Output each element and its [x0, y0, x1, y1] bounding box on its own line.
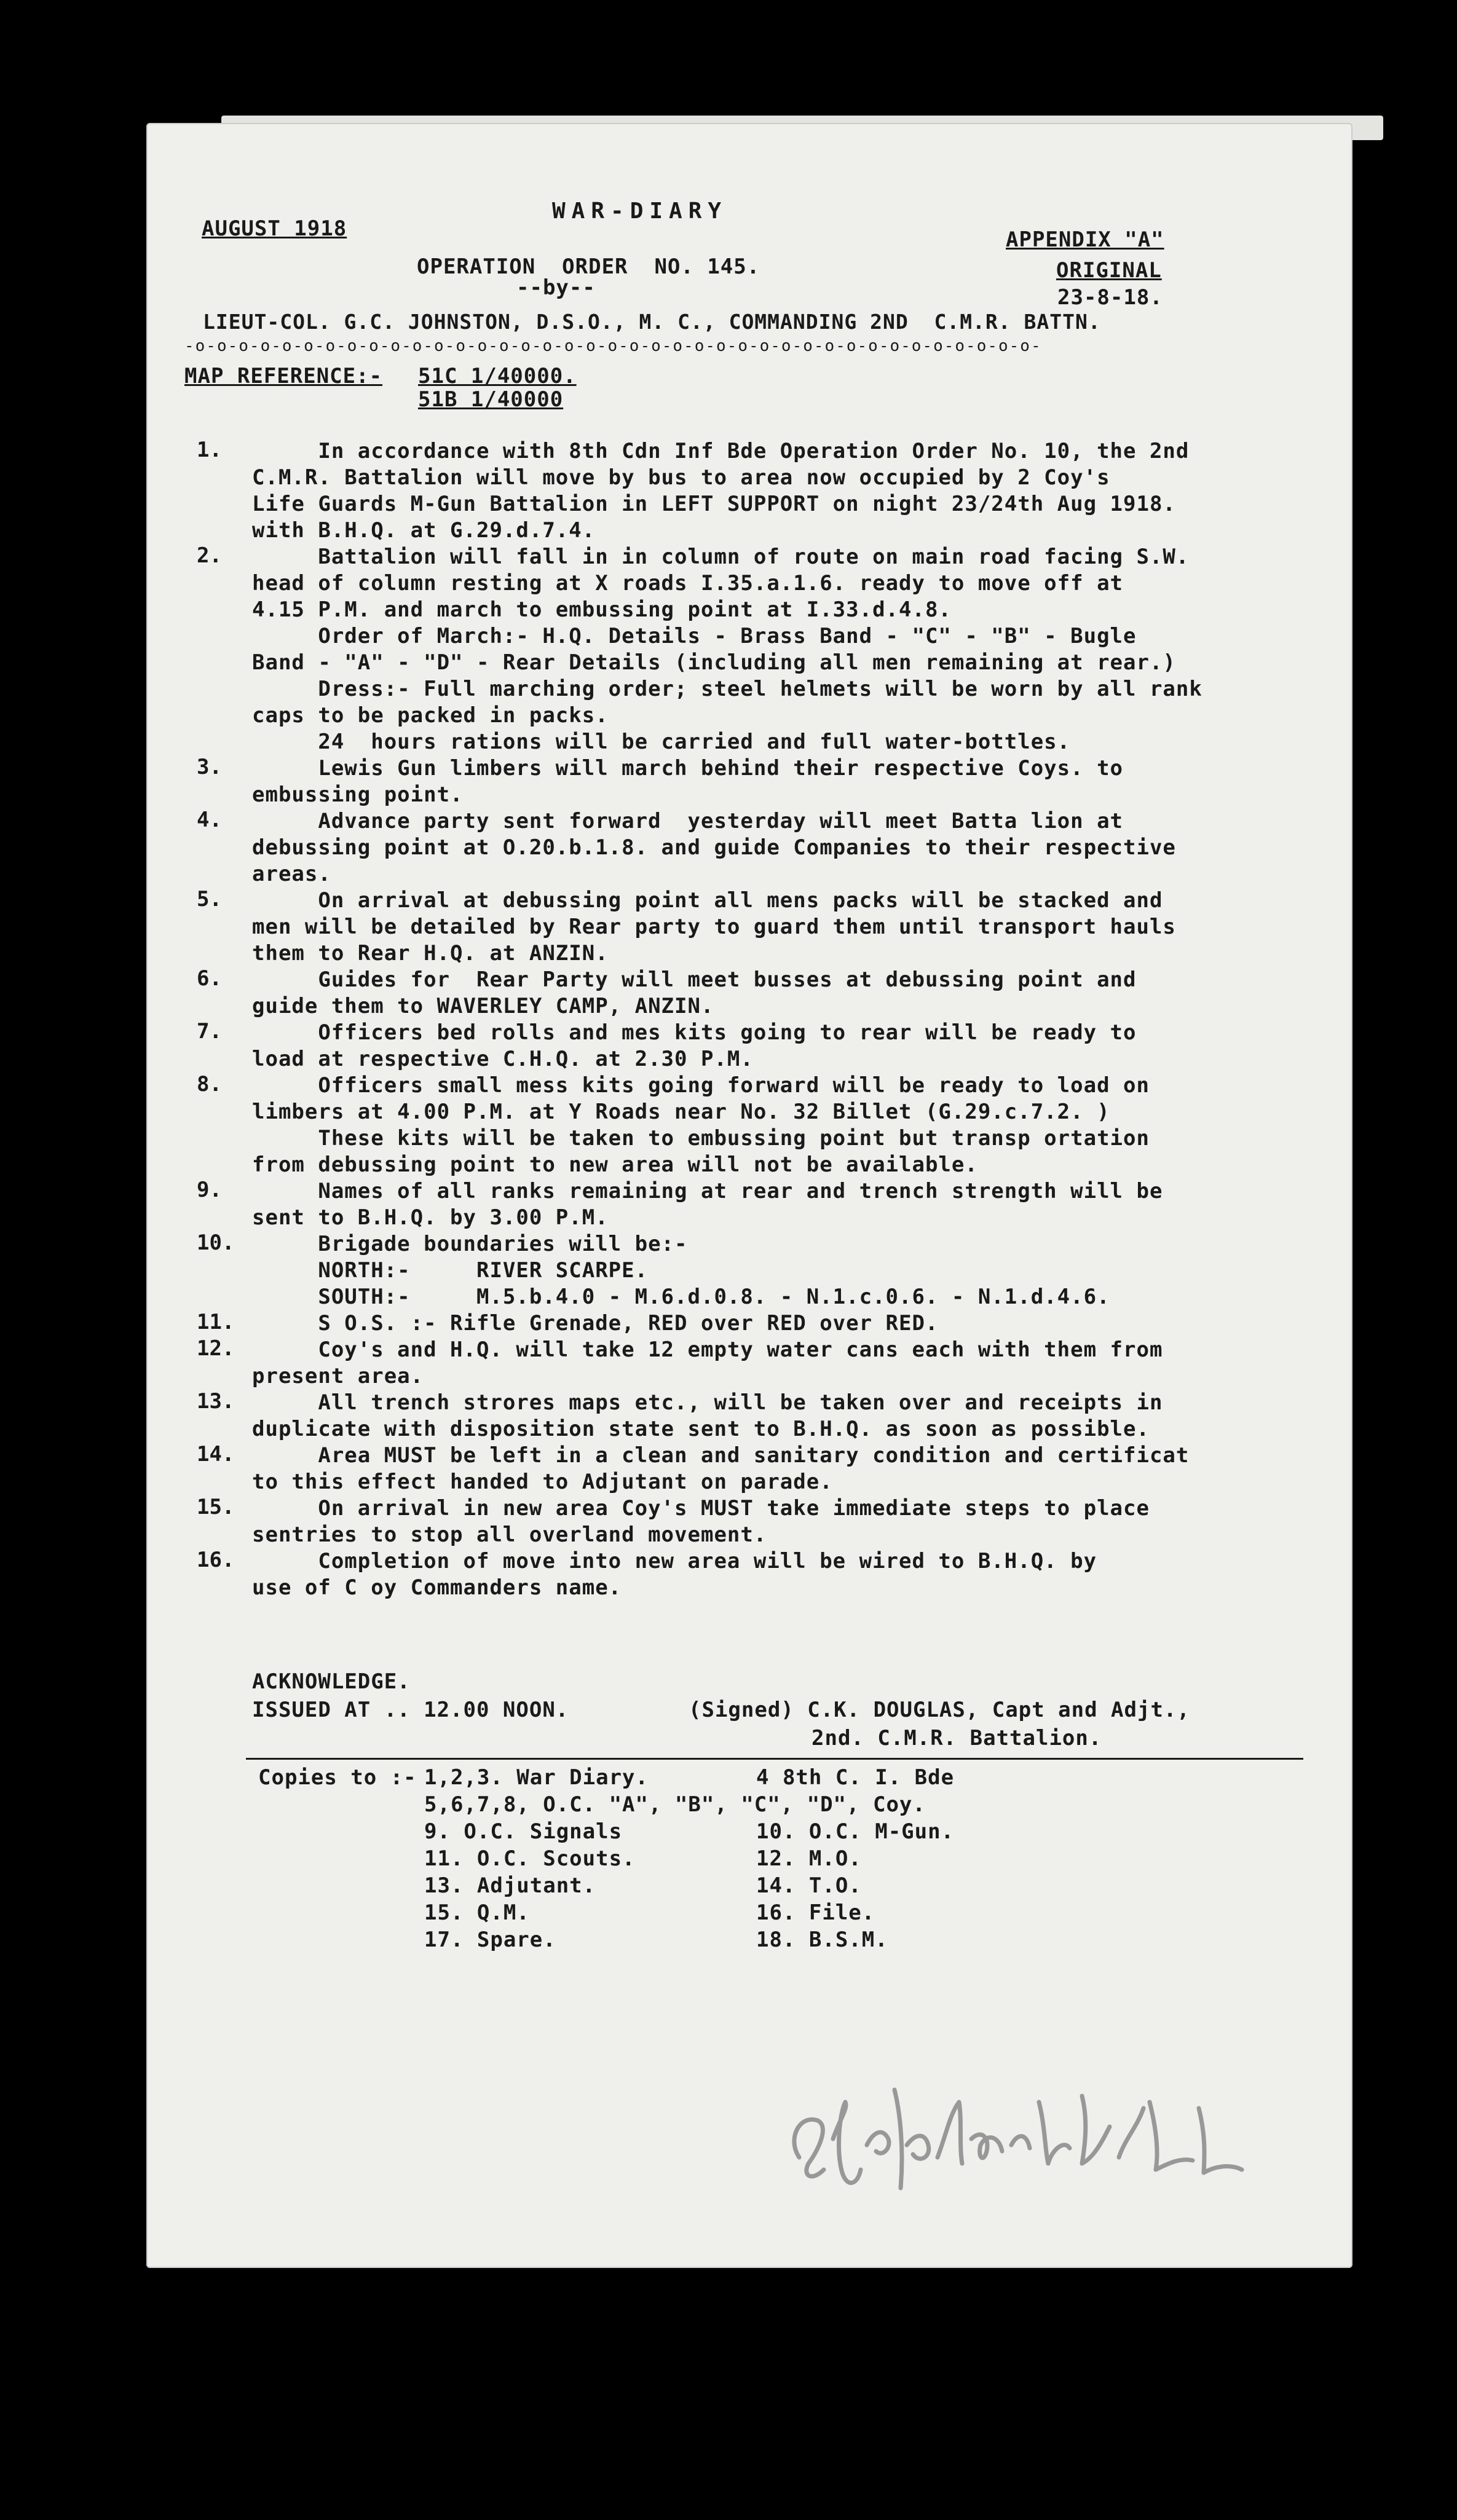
- paragraph-line: Officers small mess kits going forward will be ready to load on: [252, 1073, 1150, 1098]
- paragraph-line: Battalion will fall in in column of route on main road facing S.W.: [252, 545, 1190, 569]
- paragraph-line: Guides for Rear Party will meet busses at debussing point and: [252, 967, 1137, 992]
- paragraph-number: 7.: [197, 1019, 222, 1044]
- appendix-label: APPENDIX "A": [1006, 227, 1164, 252]
- paragraph-line: Names of all ranks remaining at rear and trench strength will be: [252, 1179, 1163, 1203]
- copy-recipient: 4 8th C. I. Bde: [756, 1765, 955, 1790]
- paragraph-line: In accordance with 8th Cdn Inf Bde Operation Order No. 10, the 2nd: [252, 439, 1190, 463]
- paragraph-line: Band - "A" - "D" - Rear Details (including all men remaining at rear.): [252, 650, 1176, 675]
- copy-recipient: 13. Adjutant.: [424, 1873, 596, 1898]
- paragraph-line: All trench strores maps etc., will be taken over and receipts in: [252, 1390, 1163, 1415]
- map-reference-label: MAP REFERENCE:-: [184, 364, 383, 388]
- paragraph-number: 3.: [197, 755, 222, 779]
- paragraph-line: S O.S. :- Rifle Grenade, RED over RED over RED.: [252, 1311, 939, 1336]
- diary-date: AUGUST 1918: [202, 216, 347, 241]
- signed-line: (Signed) C.K. DOUGLAS, Capt and Adjt.,: [689, 1698, 1190, 1722]
- paragraph-line: duplicate with disposition state sent to B.H.Q. as soon as possible.: [252, 1417, 1150, 1441]
- paragraph-line: areas.: [252, 862, 331, 886]
- dash-separator: -o-o-o-o-o-o-o-o-o-o-o-o-o-o-o-o-o-o-o-o-o-o-o-o-o-o-o-o-o-o-o-o-o-o-o-o-o-o-o-: [184, 337, 1042, 355]
- page-title: WAR-DIARY: [552, 199, 728, 224]
- paragraph-line: with B.H.Q. at G.29.d.7.4.: [252, 518, 596, 543]
- copy-recipient: 18. B.S.M.: [756, 1927, 888, 1952]
- document-date: 23-8-18.: [1057, 285, 1163, 310]
- paragraph-line: sent to B.H.Q. by 3.00 P.M.: [252, 1205, 609, 1230]
- copy-recipient: 12. M.O.: [756, 1846, 862, 1871]
- paragraph-line: Advance party sent forward yesterday will meet Batta lion at: [252, 809, 1124, 833]
- paragraph-line: from debussing point to new area will not be available.: [252, 1152, 978, 1177]
- paragraph-number: 9.: [197, 1178, 222, 1202]
- paragraph-number: 13.: [197, 1389, 235, 1414]
- copy-recipient: 9. O.C. Signals: [424, 1819, 623, 1844]
- copy-recipient: 1,2,3. War Diary.: [424, 1765, 649, 1790]
- copy-recipient: 11. O.C. Scouts.: [424, 1846, 636, 1871]
- paragraph-line: sentries to stop all overland movement.: [252, 1522, 767, 1547]
- paragraph-line: Completion of move into new area will be wired to B.H.Q. by: [252, 1549, 1097, 1573]
- paragraph-number: 6.: [197, 966, 222, 991]
- paragraph-line: load at respective C.H.Q. at 2.30 P.M.: [252, 1047, 754, 1071]
- map-reference-2: 51B 1/40000: [418, 387, 564, 412]
- paragraph-line: Area MUST be left in a clean and sanitary condition and certificat: [252, 1443, 1190, 1468]
- acknowledge-line: ACKNOWLEDGE.: [252, 1669, 411, 1694]
- paragraph-number: 1.: [197, 438, 222, 462]
- paragraph-line: Lewis Gun limbers will march behind their respective Coys. to: [252, 756, 1124, 781]
- paragraph-number: 8.: [197, 1072, 222, 1097]
- copy-recipient: 16. File.: [756, 1900, 875, 1925]
- paragraph-line: NORTH:- RIVER SCARPE.: [252, 1258, 649, 1283]
- paragraph-line: present area.: [252, 1364, 424, 1388]
- issued-line: ISSUED AT .. 12.00 NOON.: [252, 1698, 569, 1722]
- paragraph-number: 12.: [197, 1336, 235, 1361]
- paragraph-line: Order of March:- H.Q. Details - Brass Band - "C" - "B" - Bugle: [252, 624, 1137, 648]
- paragraph-number: 15.: [197, 1495, 235, 1519]
- commander-line: LIEUT-COL. G.C. JOHNSTON, D.S.O., M. C., COMMANDING 2ND C.M.R. BATTN.: [203, 310, 1101, 334]
- copy-recipient: 14. T.O.: [756, 1873, 862, 1898]
- paragraph-line: use of C oy Commanders name.: [252, 1575, 622, 1600]
- copies-label: Copies to :-: [258, 1765, 417, 1790]
- paragraph-number: 14.: [197, 1442, 235, 1467]
- copy-recipient: 10. O.C. M-Gun.: [756, 1819, 955, 1844]
- paragraph-line: Life Guards M-Gun Battalion in LEFT SUPPORT on night 23/24th Aug 1918.: [252, 492, 1176, 516]
- copy-recipient: 15. Q.M.: [424, 1900, 530, 1925]
- paragraph-line: them to Rear H.Q. at ANZIN.: [252, 941, 609, 966]
- paragraph-line: debussing point at O.20.b.1.8. and guide Companies to their respective: [252, 835, 1176, 860]
- paragraph-line: 4.15 P.M. and march to embussing point at I.33.d.4.8.: [252, 597, 952, 622]
- paragraph-number: 2.: [197, 543, 222, 568]
- paragraph-line: to this effect handed to Adjutant on parade.: [252, 1470, 833, 1494]
- paragraph-line: These kits will be taken to embussing point but transp ortation: [252, 1126, 1150, 1151]
- paragraph-number: 5.: [197, 887, 222, 912]
- paragraph-number: 10.: [197, 1230, 235, 1255]
- paragraph-line: Officers bed rolls and mes kits going to rear will be ready to: [252, 1020, 1137, 1045]
- order-title: OPERATION ORDER NO. 145.: [417, 254, 760, 279]
- map-reference-1: 51C 1/40000.: [418, 364, 577, 388]
- paragraph-line: Dress:- Full marching order; steel helmets will be worn by all rank: [252, 677, 1202, 701]
- copy-recipient: 5,6,7,8, O.C. "A", "B", "C", "D", Coy.: [424, 1792, 926, 1817]
- paragraph-line: embussing point.: [252, 782, 464, 807]
- paragraph-line: limbers at 4.00 P.M. at Y Roads near No. 32 Billet (G.29.c.7.2. ): [252, 1100, 1110, 1124]
- handwritten-signature: [775, 2065, 1266, 2200]
- paragraph-line: SOUTH:- M.5.b.4.0 - M.6.d.0.8. - N.1.c.0.6. - N.1.d.4.6.: [252, 1285, 1110, 1309]
- paragraph-line: caps to be packed in packs.: [252, 703, 609, 728]
- paragraph-line: 24 hours rations will be carried and full water-bottles.: [252, 730, 1071, 754]
- divider-rule: [246, 1758, 1303, 1760]
- paragraph-line: Brigade boundaries will be:-: [252, 1232, 688, 1256]
- paragraph-number: 4.: [197, 808, 222, 832]
- paragraph-line: On arrival at debussing point all mens packs will be stacked and: [252, 888, 1163, 913]
- paragraph-line: On arrival in new area Coy's MUST take immediate steps to place: [252, 1496, 1150, 1521]
- paragraph-line: men will be detailed by Rear party to guard them until transport hauls: [252, 915, 1176, 939]
- paragraph-number: 16.: [197, 1548, 235, 1572]
- paragraph-line: Coy's and H.Q. will take 12 empty water cans each with them from: [252, 1337, 1163, 1362]
- paragraph-line: C.M.R. Battalion will move by bus to area now occupied by 2 Coy's: [252, 465, 1110, 490]
- paragraph-line: guide them to WAVERLEY CAMP, ANZIN.: [252, 994, 714, 1018]
- paragraph-number: 11.: [197, 1310, 235, 1334]
- order-by: --by--: [516, 275, 596, 300]
- signed-line-2: 2nd. C.M.R. Battalion.: [811, 1726, 1102, 1750]
- copy-recipient: 17. Spare.: [424, 1927, 556, 1952]
- original-label: ORIGINAL: [1056, 258, 1162, 283]
- paragraph-line: head of column resting at X roads I.35.a.1.6. ready to move off at: [252, 571, 1124, 596]
